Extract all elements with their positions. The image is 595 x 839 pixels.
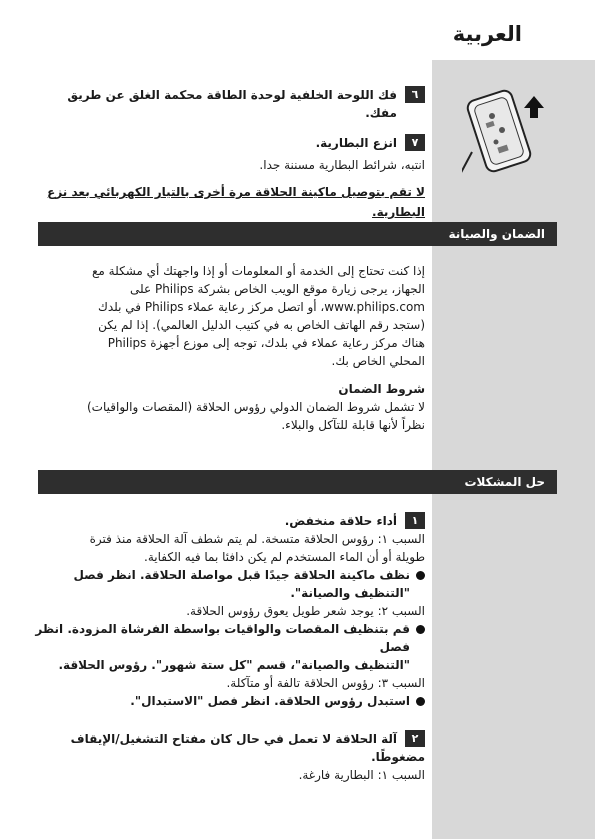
remedy-text: استبدل رؤوس الحلاقة. انظر فصل "الاستبدال". [130,694,410,708]
trouble-title-continuation: مضغوطًا. [371,750,425,764]
guarantee-line: (ستجد رقم الهاتف الخاص به في كتيب الدليل العالمي). إذا لم يكن [98,318,425,332]
guarantee-line: إذا كنت تحتاج إلى الخدمة أو المعلومات أو إذا واجهتك أي مشكلة مع [92,264,425,278]
screwdriver-icon [462,152,472,182]
guarantee-line: هناك مركز رعاية عملاء في بلدك، توجه إلى موزع أجهزة Philips [107,336,425,350]
trouble-item-1 [35,512,425,710]
bullet-icon [416,571,425,580]
trouble-item-2 [35,730,425,784]
section-title: الضمان والصيانة [448,227,545,241]
cause-line: السبب ٣: رؤوس الحلاقة تالفة أو متآكلة. [226,676,425,690]
trouble-heading [35,730,425,748]
step-number: ٦ [405,86,425,103]
conditions-line: نظراً لأنها قابلة للتآكل والبلاء. [281,418,425,432]
guarantee-body [35,262,425,434]
step-note: انتبه، شرائط البطارية مسننة جدا. [259,158,425,172]
remedy-text: قم بتنظيف المقصات والواقيات بواسطة الفرشاة المزودة. انظر فصل [35,622,410,654]
cause-line: السبب ٢: يوجد شعر طويل يعوق رؤوس الحلاقة. [186,604,425,618]
section-bar-guarantee [38,222,557,246]
up-arrow-icon [524,96,544,118]
language-title: العربية [452,22,522,46]
guarantee-line: المحلي الخاص بك. [331,354,425,368]
warning-text: لا تقم بتوصيل ماكينة الحلاقة مرة أخرى بالتيار الكهربائي بعد نزع البطارية. [47,185,425,219]
bullet-icon [416,697,425,706]
step-text: فك اللوحة الخلفية لوحدة الطاقة محكمة الغلق عن طريق مفك. [67,88,397,120]
cause-line: طويلة أو أن الماء المستخدم لم يكن دافئا بما فيه الكفاية. [144,550,425,564]
bullet-icon [416,625,425,634]
trouble-title: آلة الحلاقة لا تعمل في حال كان مفتاح التشغيل/الإيقاف [70,732,397,746]
trouble-title: أداء حلاقة منخفض. [284,514,397,528]
trouble-heading [35,512,425,530]
remedy-bullet [35,692,425,710]
step-7 [35,134,425,152]
guarantee-line: الجهاز، يرجى زيارة موقع الويب الخاص بشركة Philips على [130,282,425,296]
step-number: ٧ [405,134,425,151]
steps-top [35,86,425,222]
remedy-bullet [35,620,425,656]
conditions-line: لا تشمل شروط الضمان الدولي رؤوس الحلاقة (المقصات والواقيات) [87,400,425,414]
remedy-bullet [35,566,425,584]
step-number: ٢ [405,730,425,747]
remedy-continuation: "التنظيف والصيانة". [290,586,410,600]
section-title: حل المشكلات [464,475,545,489]
cause-line: السبب ١: رؤوس الحلاقة متسخة. لم يتم شطف آلة الحلاقة منذ فترة [89,532,425,546]
shaver-illustration [462,82,558,182]
section-bar-troubleshooting [38,470,557,494]
guarantee-line: www.philips.com، أو اتصل مركز رعاية عملاء Philips في بلدك [97,300,425,314]
step-6 [35,86,425,122]
conditions-title: شروط الضمان [338,382,425,396]
shaver-icon [466,89,533,174]
remedy-continuation: "التنظيف والصيانة"، قسم "كل ستة شهور". رؤوس الحلاقة. [58,658,410,672]
step-number: ١ [405,512,425,529]
step-text: انزع البطارية. [315,136,397,150]
remedy-text: نظف ماكينة الحلاقة جيدًا قبل مواصلة الحلاقة. انظر فصل [73,568,410,582]
cause-line: السبب ١: البطارية فارغة. [298,768,425,782]
